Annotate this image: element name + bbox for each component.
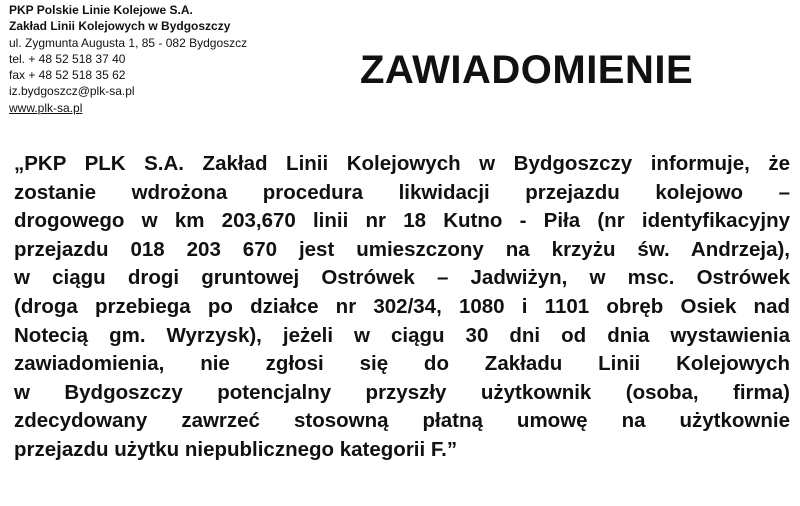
sender-fax: fax + 48 52 518 35 62 [9, 68, 126, 83]
body-line: w Bydgoszczy potencjalny przyszły użytkownik (osoba, firma) [14, 380, 790, 404]
sender-website-link[interactable]: www.plk-sa.pl [9, 100, 83, 115]
body-line: zostanie wdrożona procedura likwidacji przejazdu kolejowo – [14, 180, 790, 204]
sender-company: PKP Polskie Linie Kolejowe S.A. [9, 3, 193, 17]
sender-address: ul. Zygmunta Augusta 1, 85 - 082 Bydgoszcz [9, 35, 248, 50]
sender-phone: tel. + 48 52 518 37 40 [9, 51, 126, 66]
body-line: zawiadomienia, nie zgłosi się do Zakładu Linii Kolejowych [14, 352, 790, 376]
body-line: przejazdu 018 203 670 jest umieszczony na krzyżu św. Andrzeja), [14, 237, 790, 261]
sender-block [9, 2, 329, 116]
document-title: ZAWIADOMIENIE [360, 48, 694, 92]
body-line: w ciągu drogi gruntowej Ostrówek – Jadwiżyn, w msc. Ostrówek [14, 266, 790, 290]
body-line: „PKP PLK S.A. Zakład Linii Kolejowych w Bydgoszczy informuje, że [14, 152, 790, 175]
notice-body [14, 150, 790, 465]
sender-division: Zakład Linii Kolejowych w Bydgoszczy [9, 19, 231, 34]
body-line: (droga przebiega po działce nr 302/34, 1080 i 1101 obręb Osiek nad [14, 294, 790, 318]
body-line: drogowego w km 203,670 linii nr 18 Kutno - Piła (nr identyfikacyjny [14, 209, 790, 233]
sender-email: iz.bydgoszcz@plk-sa.pl [9, 84, 135, 99]
body-line: zdecydowany zawrzeć stosowną płatną umowę na użytkownie [14, 409, 790, 433]
body-line: przejazdu użytku niepublicznego kategorii F.” [14, 437, 458, 461]
body-line: Notecią gm. Wyrzysk), jeżeli w ciągu 30 dni od dnia wystawienia [14, 323, 790, 347]
